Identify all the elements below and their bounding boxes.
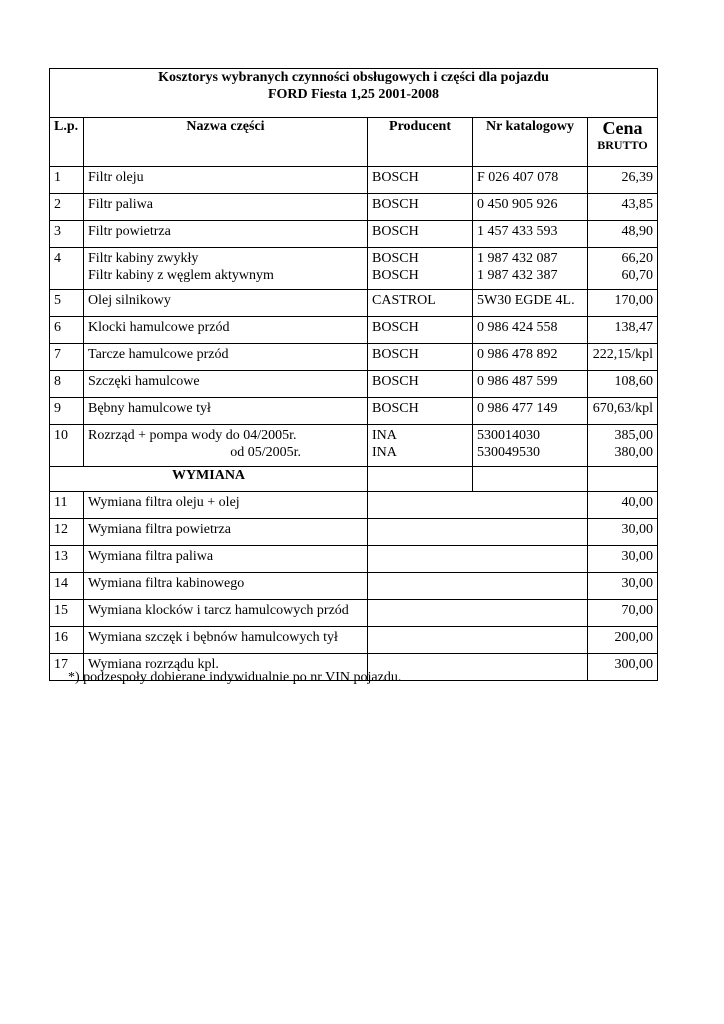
table-row <box>50 627 658 654</box>
empty-cell <box>368 492 588 519</box>
row-producer: BOSCH <box>368 194 473 221</box>
row-price: 70,00 <box>588 600 658 627</box>
row-price: 30,00 <box>588 519 658 546</box>
row-name: Filtr powietrza <box>84 221 368 248</box>
table-row <box>50 194 658 221</box>
row-lp: 5 <box>50 290 84 317</box>
title-line-1: Kosztorys wybranych czynności obsługowych i części dla pojazdu <box>158 70 549 85</box>
row-lp: 3 <box>50 221 84 248</box>
header-catalog-number: Nr katalogowy <box>473 118 588 167</box>
row-producer-line: INA <box>372 428 397 443</box>
table-row <box>50 371 658 398</box>
table-row <box>50 573 658 600</box>
row-name: Filtr oleju <box>84 167 368 194</box>
row-price: 43,85 <box>588 194 658 221</box>
empty-cell <box>368 600 588 627</box>
row-price: 30,00 <box>588 573 658 600</box>
footnote: *) podzespoły dobierane indywidualnie po nr VIN pojazdu. <box>68 670 402 685</box>
row-name: Wymiana klocków i tarcz hamulcowych przód <box>84 600 368 627</box>
row-name: Olej silnikowy <box>84 290 368 317</box>
row-producer: BOSCH <box>368 344 473 371</box>
table-row <box>50 425 658 467</box>
row-lp: 4 <box>50 248 84 290</box>
row-lp: 11 <box>50 492 84 519</box>
row-catalog-number: 5W30 EGDE 4L. <box>473 290 588 317</box>
empty-cell <box>368 573 588 600</box>
row-name: Wymiana filtra powietrza <box>84 519 368 546</box>
header-price <box>588 118 658 167</box>
row-name <box>84 425 368 467</box>
row-price: 222,15/kpl <box>588 344 658 371</box>
row-name: Wymiana rozrządu kpl. <box>84 654 368 681</box>
section-title: WYMIANA <box>50 467 368 492</box>
header-name: Nazwa części <box>84 118 368 167</box>
row-lp: 15 <box>50 600 84 627</box>
table-row <box>50 546 658 573</box>
row-name-line: Filtr kabiny zwykły <box>88 251 199 266</box>
row-name: Klocki hamulcowe przód <box>84 317 368 344</box>
row-lp: 10 <box>50 425 84 467</box>
row-producer <box>368 248 473 290</box>
header-price-label: Cena <box>602 118 643 138</box>
row-catalog-number: 0 986 477 149 <box>473 398 588 425</box>
empty-cell <box>588 467 658 492</box>
row-name: Wymiana szczęk i bębnów hamulcowych tył <box>84 627 368 654</box>
row-name: Szczęki hamulcowe <box>84 371 368 398</box>
row-catalog-line: 530049530 <box>477 445 540 460</box>
row-producer: BOSCH <box>368 167 473 194</box>
row-price: 48,90 <box>588 221 658 248</box>
row-price <box>588 425 658 467</box>
row-producer: BOSCH <box>368 221 473 248</box>
row-lp: 9 <box>50 398 84 425</box>
table-row <box>50 167 658 194</box>
row-lp: 6 <box>50 317 84 344</box>
row-catalog-number <box>473 248 588 290</box>
row-producer: BOSCH <box>368 317 473 344</box>
row-lp: 13 <box>50 546 84 573</box>
empty-cell <box>368 546 588 573</box>
header-price-sublabel: BRUTTO <box>597 138 648 152</box>
row-catalog-line: 1 987 432 387 <box>477 268 558 283</box>
row-lp: 17 <box>50 654 84 681</box>
table-row <box>50 600 658 627</box>
row-catalog-number: 0 986 478 892 <box>473 344 588 371</box>
row-price-line: 66,20 <box>621 251 653 266</box>
table-row <box>50 317 658 344</box>
row-lp: 12 <box>50 519 84 546</box>
row-producer: BOSCH <box>368 371 473 398</box>
row-catalog-line: 1 987 432 087 <box>477 251 558 266</box>
table-header-row <box>50 118 658 167</box>
empty-cell <box>368 627 588 654</box>
row-lp: 1 <box>50 167 84 194</box>
row-name: Wymiana filtra kabinowego <box>84 573 368 600</box>
row-catalog-number: 0 450 905 926 <box>473 194 588 221</box>
row-producer-line: INA <box>372 445 397 460</box>
row-price: 200,00 <box>588 627 658 654</box>
row-name-line: Rozrząd + pompa wody do 04/2005r. <box>88 428 297 443</box>
row-price-line: 380,00 <box>614 445 653 460</box>
row-catalog-line: 530014030 <box>477 428 540 443</box>
row-producer: CASTROL <box>368 290 473 317</box>
row-price: 30,00 <box>588 546 658 573</box>
row-price-line: 60,70 <box>621 268 653 283</box>
row-price: 170,00 <box>588 290 658 317</box>
row-producer: BOSCH <box>368 398 473 425</box>
row-lp: 2 <box>50 194 84 221</box>
table-row <box>50 221 658 248</box>
table-row <box>50 290 658 317</box>
row-lp: 8 <box>50 371 84 398</box>
table-row <box>50 398 658 425</box>
table-row <box>50 492 658 519</box>
row-producer-line: BOSCH <box>372 268 419 283</box>
empty-cell <box>368 467 473 492</box>
row-name: Wymiana filtra oleju + olej <box>84 492 368 519</box>
row-catalog-number: 1 457 433 593 <box>473 221 588 248</box>
row-lp: 16 <box>50 627 84 654</box>
row-catalog-number: 0 986 487 599 <box>473 371 588 398</box>
row-producer <box>368 425 473 467</box>
header-lp: L.p. <box>50 118 84 167</box>
row-catalog-number: F 026 407 078 <box>473 167 588 194</box>
row-price: 300,00 <box>588 654 658 681</box>
row-name: Bębny hamulcowe tył <box>84 398 368 425</box>
row-price: 108,60 <box>588 371 658 398</box>
row-producer-line: BOSCH <box>372 251 419 266</box>
row-name <box>84 248 368 290</box>
table-row <box>50 519 658 546</box>
row-catalog-number: 0 986 424 558 <box>473 317 588 344</box>
document-title <box>50 69 658 118</box>
empty-cell <box>368 519 588 546</box>
row-price: 40,00 <box>588 492 658 519</box>
cost-estimate-table <box>49 68 658 681</box>
row-name-line: Filtr kabiny z węglem aktywnym <box>88 268 274 283</box>
table-row <box>50 344 658 371</box>
table-row <box>50 248 658 290</box>
row-name: Wymiana filtra paliwa <box>84 546 368 573</box>
row-price <box>588 248 658 290</box>
row-name: Filtr paliwa <box>84 194 368 221</box>
row-price: 26,39 <box>588 167 658 194</box>
header-producer: Producent <box>368 118 473 167</box>
row-name: Tarcze hamulcowe przód <box>84 344 368 371</box>
row-name-line: od 05/2005r. <box>230 445 301 460</box>
empty-cell <box>473 467 588 492</box>
row-price-line: 385,00 <box>614 428 653 443</box>
row-price: 138,47 <box>588 317 658 344</box>
section-row <box>50 467 658 492</box>
row-lp: 14 <box>50 573 84 600</box>
row-catalog-number <box>473 425 588 467</box>
row-price: 670,63/kpl <box>588 398 658 425</box>
title-line-2: FORD Fiesta 1,25 2001-2008 <box>267 87 440 102</box>
row-lp: 7 <box>50 344 84 371</box>
